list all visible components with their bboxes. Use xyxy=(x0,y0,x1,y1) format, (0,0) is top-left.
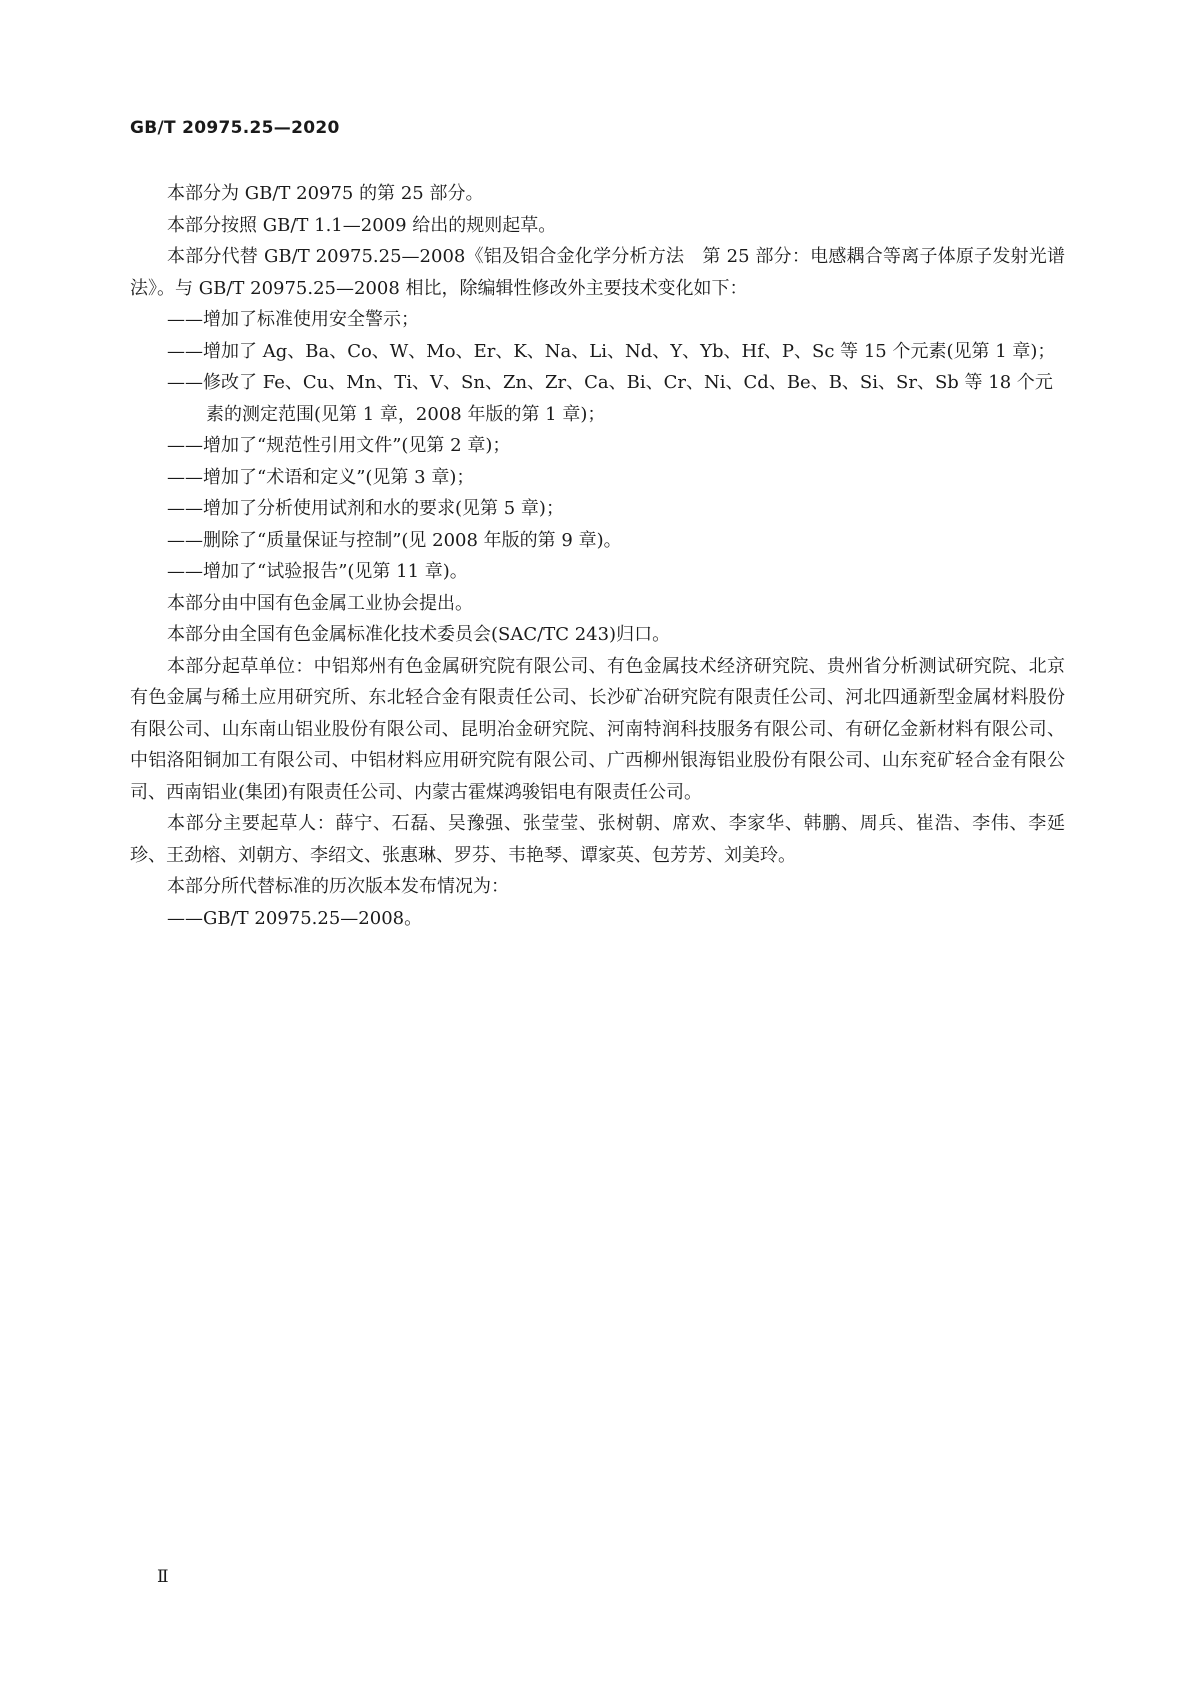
foreword-body xyxy=(130,178,1065,934)
change-item: ——增加了“规范性引用文件”(见第 2 章)； xyxy=(167,435,511,456)
change-item: ——增加了分析使用试剂和水的要求(见第 5 章)； xyxy=(167,498,564,519)
paragraph: 本部分按照 GB/T 1.1—2009 给出的规则起草。 xyxy=(167,214,557,236)
paragraph-proposer: 本部分由中国有色金属工业协会提出。 xyxy=(167,592,473,614)
paragraph-replaces: 本部分代替 GB/T 20975.25—2008《铝及铝合金化学分析方法 第 25 部分：电感耦合等离子体原子发射光谱法》。与 GB/T 20975.25—2008 相比，除编辑性修改外主要技术变化如下： xyxy=(130,246,1065,299)
change-item: ——删除了“质量保证与控制”(见 2008 年版的第 9 章)。 xyxy=(167,529,622,551)
paragraph: 本部分为 GB/T 20975 的第 25 部分。 xyxy=(167,183,484,204)
change-item: ——增加了标准使用安全警示； xyxy=(167,309,419,330)
paragraph-drafters: 本部分主要起草人：薛宁、石磊、吴豫强、张莹莹、张树朝、席欢、李家华、韩鹏、周兵、崔浩、李伟、李延珍、王劲榕、刘朝方、李绍文、张惠琳、罗芬、韦艳琴、谭家英、包芳芳、刘美玲。 xyxy=(130,813,1065,866)
paragraph-drafting-units: 本部分起草单位：中铝郑州有色金属研究院有限公司、有色金属技术经济研究院、贵州省分析测试研究院、北京有色金属与稀土应用研究所、东北轻合金有限责任公司、长沙矿冶研究院有限责任公司、河北四通新型金属材料股份有限公司、山东南山铝业股份有限公司、昆明冶金研究院、河南特润科技服务有限公司、有研亿金新材料有限公司、中铝洛阳铜加工有限公司、中铝材料应用研究院有限公司、广西柳州银海铝业股份有限公司、山东兖矿轻合金有限公司、西南铝业(集团)有限责任公司、内蒙古霍煤鸿骏铝电有限责任公司。 xyxy=(130,655,1065,803)
paragraph-committee: 本部分由全国有色金属标准化技术委员会(SAC/TC 243)归口。 xyxy=(167,624,671,645)
change-item: ——增加了“术语和定义”(见第 3 章)； xyxy=(167,466,475,488)
standard-number: GB/T 20975.25—2020 xyxy=(130,118,340,138)
history-item: ——GB/T 20975.25—2008。 xyxy=(167,907,423,929)
change-item: ——修改了 Fe、Cu、Mn、Ti、V、Sn、Zn、Zr、Ca、Bi、Cr、Ni、Cd、Be、B、Si、Sr、Sb 等 18 个元素的测定范围(见第 1 章，2008 年版的第 1 章)； xyxy=(167,372,1053,425)
page-number: Ⅱ xyxy=(157,1567,169,1587)
change-item: ——增加了 Ag、Ba、Co、W、Mo、Er、K、Na、Li、Nd、Y、Yb、Hf、P、Sc 等 15 个元素(见第 1 章)； xyxy=(167,340,1056,362)
paragraph-history-intro: 本部分所代替标准的历次版本发布情况为： xyxy=(167,876,509,897)
change-item: ——增加了“试验报告”(见第 11 章)。 xyxy=(167,561,468,582)
